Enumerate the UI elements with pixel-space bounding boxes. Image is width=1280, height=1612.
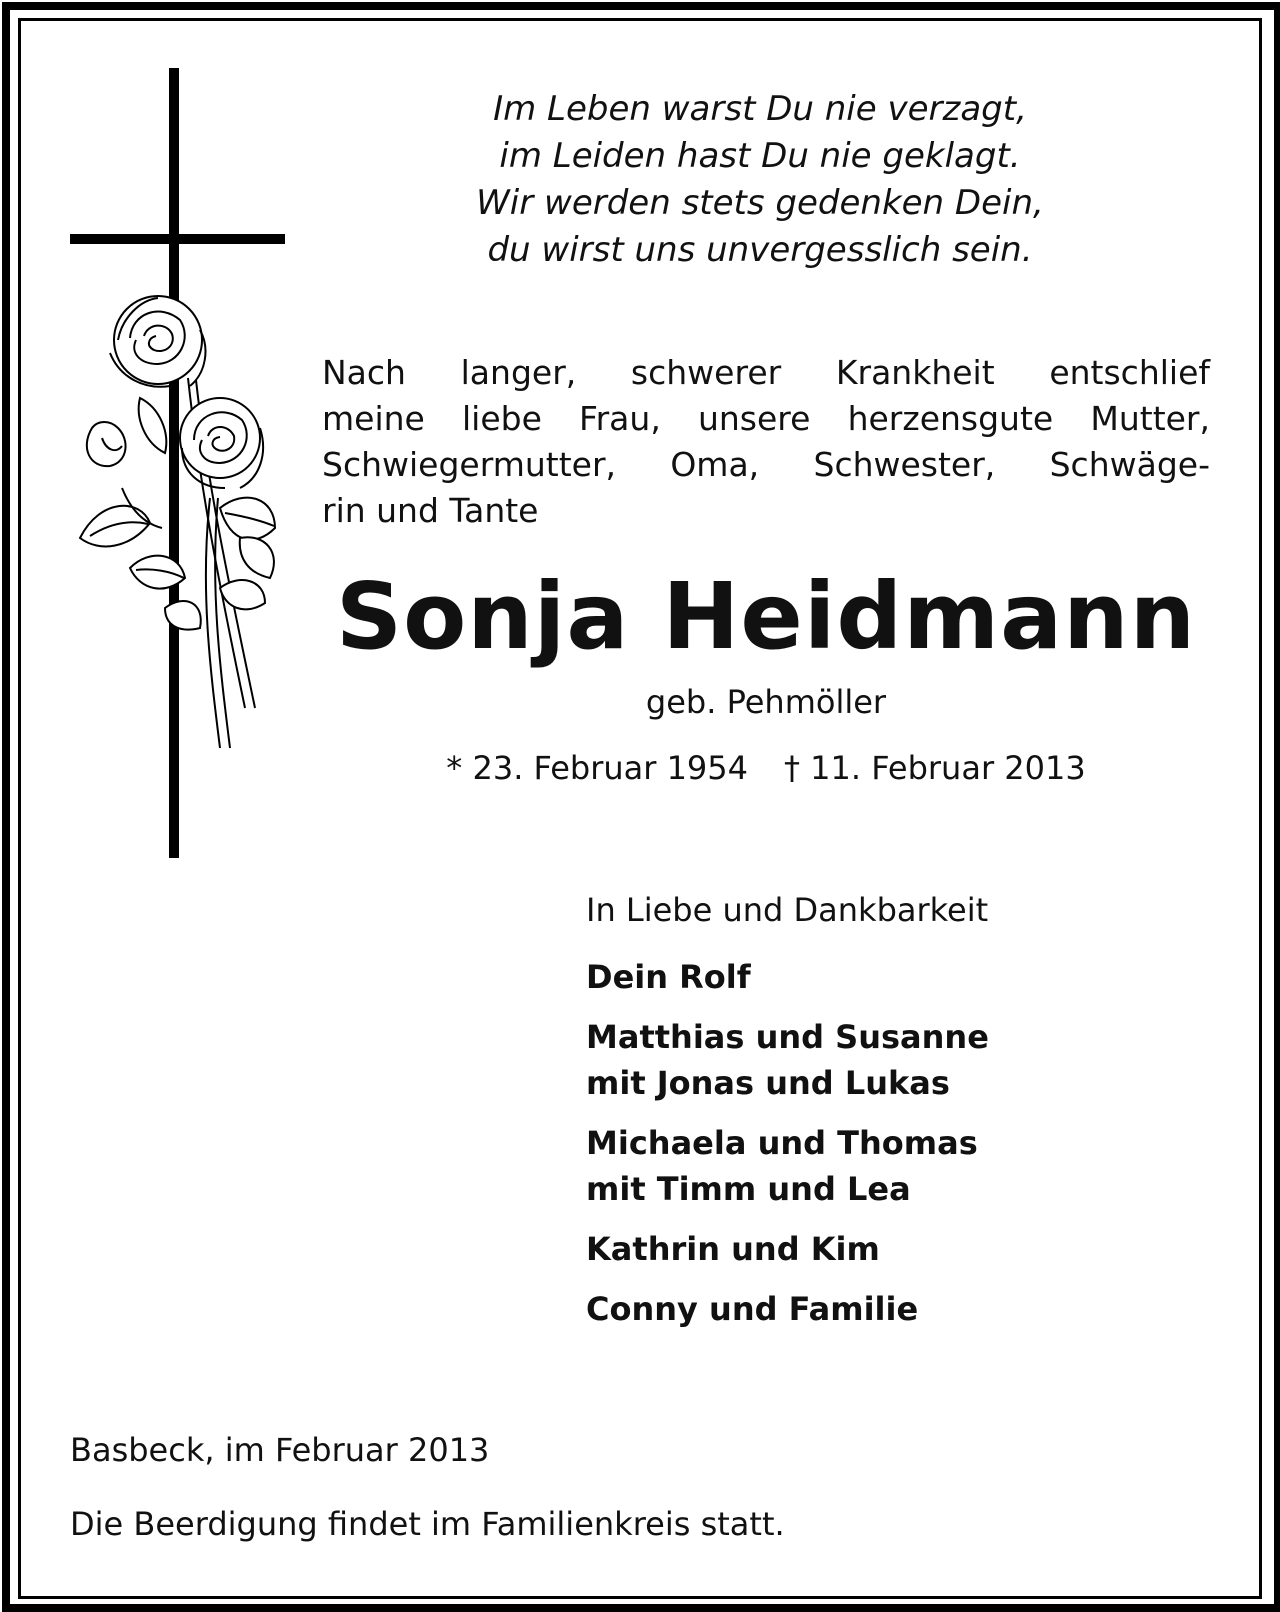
- funeral-note: Die Beerdigung findet im Familienkreis statt.: [70, 1505, 785, 1543]
- intro-line: meine liebe Frau, unsere herzensgute Mutter,: [322, 399, 1210, 438]
- death-date: † 11. Februar 2013: [784, 749, 1086, 787]
- poem-line: Wir werden stets gedenken Dein,: [476, 183, 1044, 223]
- mourner-group: [586, 1120, 1206, 1212]
- birth-date: * 23. Februar 1954: [446, 749, 748, 787]
- mourner-line: mit Timm und Lea: [586, 1170, 911, 1208]
- deceased-name: Sonja Heidmann: [335, 563, 1197, 670]
- intro-text: [322, 350, 1210, 534]
- intro-line: Nach langer, schwerer Krankheit entschlief: [322, 353, 1210, 392]
- intro-line: Schwiegermutter, Oma, Schwester, Schwäge-: [322, 445, 1210, 484]
- mourner-group: [586, 1014, 1206, 1106]
- mourner-group: [586, 954, 1206, 1000]
- place-date: Basbeck, im Februar 2013: [70, 1431, 490, 1469]
- mourners: [586, 888, 1206, 1346]
- poem-line: im Leiden hast Du nie geklagt.: [499, 136, 1021, 176]
- mourner-line: mit Jonas und Lukas: [586, 1064, 950, 1102]
- poem-line: Im Leben warst Du nie verzagt,: [493, 89, 1027, 129]
- poem: [420, 86, 1100, 274]
- intro-line: rin und Tante: [322, 491, 539, 530]
- life-dates: [322, 746, 1210, 790]
- dedication: In Liebe und Dankbarkeit: [586, 891, 989, 929]
- mourner-line: Michaela und Thomas: [586, 1124, 978, 1162]
- mourner-line: Conny und Familie: [586, 1290, 919, 1328]
- birth-name: geb. Pehmöller: [645, 683, 887, 721]
- mourner-group: [586, 1226, 1206, 1272]
- mourner-line: Dein Rolf: [586, 958, 751, 996]
- mourner-line: Kathrin und Kim: [586, 1230, 880, 1268]
- footer: [70, 1428, 1170, 1546]
- mourner-line: Matthias und Susanne: [586, 1018, 989, 1056]
- cross-with-roses-icon: [70, 68, 285, 858]
- poem-line: du wirst uns unvergesslich sein.: [487, 230, 1033, 270]
- mourner-group: [586, 1286, 1206, 1332]
